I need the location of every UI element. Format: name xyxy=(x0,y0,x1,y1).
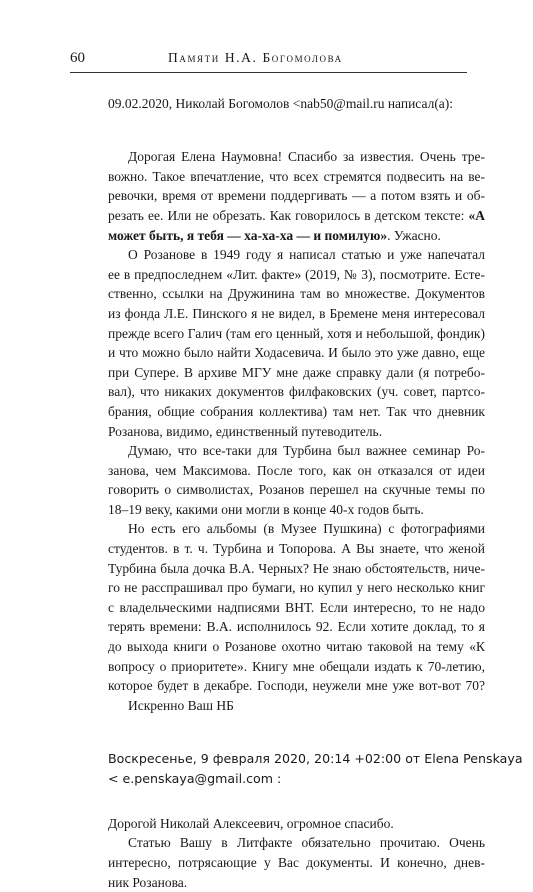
text-line: до выхода книги о Розанове охотно читаю таковой на тему «К xyxy=(108,639,485,655)
email-header-2: Воскресенье, 9 февраля 2020, 20:14 +02:00 от Elena Penskaya xyxy=(108,751,523,766)
text-line: занова, чем Максимова. После того, как он отказался от идеи xyxy=(108,462,485,478)
running-head: Памяти Н.А. Богомолова xyxy=(168,50,343,65)
text-line: и что можно было найти Ходасевича. И было это уже давно, еще xyxy=(108,345,485,361)
text-line: ник Розанова. xyxy=(108,874,188,890)
text-line: с владельческими надписями ВНТ. Если интересно, то не надо xyxy=(108,599,485,615)
page-number: 60 xyxy=(70,50,85,66)
text-line: брания, общие собрания коллектива) там нет. Так что дневник xyxy=(108,403,485,419)
text-line: Статью Вашу в Литфакте обязательно прочитаю. Очень xyxy=(128,835,485,851)
text-line: ственно, ссылки на Дружинина там во множестве. Документов xyxy=(108,286,485,302)
text-line: вопросу о приоритете». Книгу мне обещали издать к 70-летию, xyxy=(108,658,485,674)
quote-bold-start: «А xyxy=(468,207,485,223)
reply-greeting: Дорогой Николай Алексеевич, огромное спасибо. xyxy=(108,815,394,831)
email-header: 09.02.2020, Николай Богомолов <nab50@mail.ru написал(а): xyxy=(108,96,454,111)
text-line: которое будет в декабре. Господи, неужели мне уже вот-вот 70? xyxy=(108,678,485,694)
text-line: Турбина была дочка В.А. Черных? Не знаю обстоятельств, ниче- xyxy=(108,560,485,576)
text-line: терять времени: В.А. исполнилось 92. Если хотите доклад, то я xyxy=(108,619,485,635)
text-line: вал), что никаких документов филфаковских (уч. совет, партсо- xyxy=(108,384,485,400)
text-line: интересно, потрясающие у Вас документы. И конечно, днев- xyxy=(108,854,485,870)
text-line: Дорогая Елена Наумовна! Спасибо за известия. Очень тре- xyxy=(128,149,485,165)
text-line xyxy=(108,206,485,226)
text-line: ревочки, время от времени поддергивать — а потом взять и об- xyxy=(108,188,485,204)
reply-paragraph xyxy=(108,833,485,892)
text-line: при Супере. В архиве МГУ мне даже справку дали (я потребо- xyxy=(108,364,485,380)
text-line: Розанова, видимо, единственный путеводитель. xyxy=(108,423,383,439)
letter-paragraph-3 xyxy=(108,441,485,519)
page-body xyxy=(108,94,523,892)
quote-bold: может быть, я тебя — ха-ха-ха — и помилую» xyxy=(108,227,388,243)
letter-paragraph-4 xyxy=(108,519,485,695)
text-line: ее в предпоследнем «Лит. факте» (2019, № 3), посмотрите. Есте- xyxy=(108,266,485,282)
text-line: го не расспрашивал про бумаги, но купил у него несколько книг xyxy=(108,580,485,596)
text-line: Думаю, что все-таки для Турбина был важнее семинар Ро- xyxy=(128,443,485,459)
text-line: прежде всего Галич (там его ценный, хотя и небольшой, фондик) xyxy=(108,325,485,341)
text-line: говорить о символистах, Розанов перешел на скучные темы по xyxy=(108,482,485,498)
letter-paragraph-1 xyxy=(108,147,485,245)
text-line: из фонда Л.Е. Пинского я не видел, в Бремене меня интересовал xyxy=(108,305,485,321)
text-line-part: . Ужасно. xyxy=(387,227,441,243)
text-line: 18–19 веку, какими они могли в конце 40-х годов быть. xyxy=(108,501,424,517)
text-line-part: резать ее. Или не обрезать. Как говорилось в детском тексте: xyxy=(108,207,469,223)
text-line xyxy=(108,226,485,246)
header-rule xyxy=(70,72,467,73)
text-line: студентов. в т. ч. Турбина и Топорова. А Вы знаете, что женой xyxy=(108,541,485,557)
email-header-2-address: < e.penskaya@gmail.com : xyxy=(108,770,282,786)
text-line: вожно. Такое впечатление, что всех стремятся подвесить на ве- xyxy=(108,168,485,184)
letter-paragraph-2 xyxy=(108,245,485,441)
signature: Искренно Ваш НБ xyxy=(128,697,234,713)
text-line: Но есть его альбомы (в Музее Пушкина) с фотографиями xyxy=(128,521,485,537)
text-line: О Розанове в 1949 году я написал статью и уже напечатал xyxy=(128,247,485,263)
